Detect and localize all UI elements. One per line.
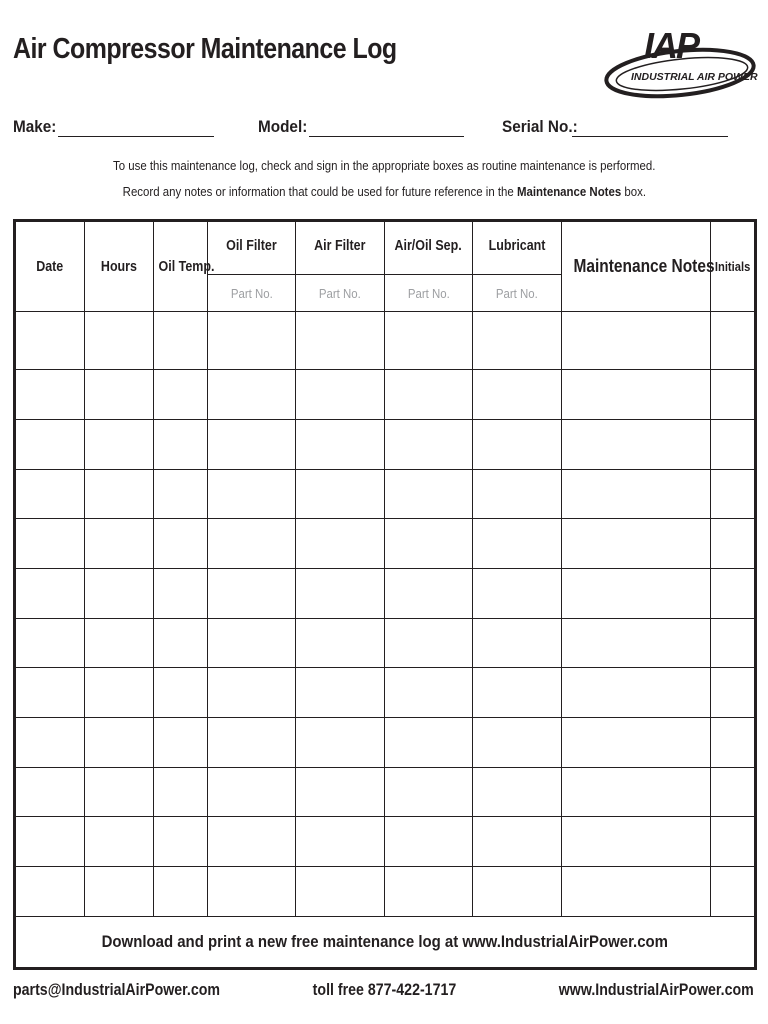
log-cell-date[interactable]	[15, 312, 85, 370]
log-cell-air-filter[interactable]	[296, 817, 385, 867]
log-cell-air-oil-sep[interactable]	[385, 420, 473, 470]
log-cell-air-oil-sep[interactable]	[385, 817, 473, 867]
log-cell-oil-filter[interactable]	[208, 817, 296, 867]
log-row	[15, 718, 756, 768]
serial-label: Serial No.:	[502, 117, 578, 136]
log-cell-hours[interactable]	[85, 312, 154, 370]
log-cell-air-oil-sep[interactable]	[385, 618, 473, 668]
log-cell-oil-filter[interactable]	[208, 668, 296, 718]
footer-website[interactable]: www.IndustrialAirPower.com	[558, 981, 754, 999]
header-lubricant: Lubricant	[473, 221, 562, 275]
log-cell-initials[interactable]	[711, 618, 756, 668]
log-cell-air-oil-sep[interactable]	[385, 718, 473, 768]
log-cell-oil-filter[interactable]	[208, 618, 296, 668]
log-cell-initials[interactable]	[711, 668, 756, 718]
header-date: Date	[15, 221, 85, 312]
log-cell-maintenance-notes[interactable]	[562, 420, 711, 470]
log-row	[15, 668, 756, 718]
log-cell-date[interactable]	[15, 569, 85, 619]
log-cell-lubricant[interactable]	[473, 618, 562, 668]
log-cell-initials[interactable]	[711, 718, 756, 768]
log-cell-maintenance-notes[interactable]	[562, 867, 711, 917]
log-cell-oil-temp[interactable]	[154, 312, 208, 370]
log-entries	[15, 312, 756, 917]
log-cell-hours[interactable]	[85, 817, 154, 867]
log-cell-hours[interactable]	[85, 668, 154, 718]
log-cell-oil-temp[interactable]	[154, 469, 208, 519]
log-row	[15, 312, 756, 370]
log-cell-oil-temp[interactable]	[154, 718, 208, 768]
log-cell-air-oil-sep[interactable]	[385, 668, 473, 718]
log-cell-date[interactable]	[15, 817, 85, 867]
log-cell-oil-temp[interactable]	[154, 370, 208, 420]
footer-email[interactable]: parts@IndustrialAirPower.com	[13, 981, 221, 999]
header-oil-temp: Oil Temp.	[154, 221, 208, 312]
log-row	[15, 817, 756, 867]
lubricant-part-no: Part No.	[473, 275, 562, 312]
log-cell-initials[interactable]	[711, 867, 756, 917]
log-cell-date[interactable]	[15, 420, 85, 470]
log-cell-air-filter[interactable]	[296, 519, 385, 569]
log-cell-air-filter[interactable]	[296, 420, 385, 470]
log-cell-air-filter[interactable]	[296, 569, 385, 619]
logo-abbrev: IAP	[644, 25, 699, 66]
log-cell-lubricant[interactable]	[473, 519, 562, 569]
log-cell-oil-filter[interactable]	[208, 867, 296, 917]
log-cell-initials[interactable]	[711, 569, 756, 619]
make-field	[13, 117, 61, 137]
maintenance-log-table	[13, 219, 757, 970]
header-initials: Initials	[711, 221, 756, 312]
log-cell-oil-temp[interactable]	[154, 817, 208, 867]
log-cell-lubricant[interactable]	[473, 370, 562, 420]
maintenance-notes-emphasis: Maintenance Notes	[516, 184, 621, 199]
air-filter-part-no: Part No.	[296, 275, 385, 312]
log-cell-hours[interactable]	[85, 370, 154, 420]
log-cell-hours[interactable]	[85, 569, 154, 619]
log-cell-hours[interactable]	[85, 519, 154, 569]
log-cell-lubricant[interactable]	[473, 420, 562, 470]
footer-phone: toll free 877-422-1717	[312, 981, 456, 999]
instructions-line-2: Record any notes or information that could be used for future reference in the Maintenance Notes box.	[122, 184, 646, 199]
log-cell-air-filter[interactable]	[296, 767, 385, 817]
log-cell-date[interactable]	[15, 469, 85, 519]
log-cell-air-oil-sep[interactable]	[385, 469, 473, 519]
header-air-oil-sep: Air/Oil Sep.	[385, 221, 473, 275]
header-air-filter: Air Filter	[296, 221, 385, 275]
log-cell-initials[interactable]	[711, 519, 756, 569]
log-cell-oil-filter[interactable]	[208, 469, 296, 519]
log-cell-hours[interactable]	[85, 867, 154, 917]
instructions-line-1: To use this maintenance log, check and sign in the appropriate boxes as routine maintenance is performed.	[112, 158, 656, 173]
log-cell-air-oil-sep[interactable]	[385, 312, 473, 370]
log-cell-oil-temp[interactable]	[154, 767, 208, 817]
log-cell-date[interactable]	[15, 519, 85, 569]
page-title: Air Compressor Maintenance Log	[13, 33, 397, 65]
log-cell-initials[interactable]	[711, 370, 756, 420]
log-cell-lubricant[interactable]	[473, 469, 562, 519]
log-cell-hours[interactable]	[85, 718, 154, 768]
log-cell-oil-filter[interactable]	[208, 420, 296, 470]
log-cell-maintenance-notes[interactable]	[562, 519, 711, 569]
log-cell-maintenance-notes[interactable]	[562, 767, 711, 817]
header-hours: Hours	[85, 221, 154, 312]
log-row	[15, 469, 756, 519]
make-label: Make:	[13, 117, 57, 136]
model-input-line[interactable]	[309, 136, 464, 137]
log-cell-initials[interactable]	[711, 420, 756, 470]
download-notice: Download and print a new free maintenance log at www.IndustrialAirPower.com	[15, 916, 756, 968]
log-cell-lubricant[interactable]	[473, 312, 562, 370]
log-row	[15, 519, 756, 569]
log-cell-maintenance-notes[interactable]	[562, 668, 711, 718]
log-cell-oil-filter[interactable]	[208, 718, 296, 768]
log-cell-lubricant[interactable]	[473, 867, 562, 917]
log-cell-maintenance-notes[interactable]	[562, 817, 711, 867]
log-cell-lubricant[interactable]	[473, 569, 562, 619]
log-cell-oil-temp[interactable]	[154, 519, 208, 569]
log-cell-lubricant[interactable]	[473, 767, 562, 817]
log-cell-maintenance-notes[interactable]	[562, 312, 711, 370]
log-cell-date[interactable]	[15, 370, 85, 420]
log-cell-air-filter[interactable]	[296, 718, 385, 768]
log-cell-lubricant[interactable]	[473, 817, 562, 867]
log-cell-oil-filter[interactable]	[208, 370, 296, 420]
log-cell-air-filter[interactable]	[296, 370, 385, 420]
log-cell-lubricant[interactable]	[473, 718, 562, 768]
iap-logo	[600, 18, 760, 106]
log-cell-date[interactable]	[15, 867, 85, 917]
log-row	[15, 370, 756, 420]
log-cell-oil-filter[interactable]	[208, 767, 296, 817]
log-row	[15, 867, 756, 917]
log-cell-air-oil-sep[interactable]	[385, 569, 473, 619]
serial-input-line[interactable]	[572, 136, 728, 137]
logo-name: INDUSTRIAL AIR POWER	[631, 71, 758, 83]
log-cell-air-oil-sep[interactable]	[385, 370, 473, 420]
header-oil-filter: Oil Filter	[208, 221, 296, 275]
log-cell-lubricant[interactable]	[473, 668, 562, 718]
log-cell-oil-filter[interactable]	[208, 519, 296, 569]
log-cell-initials[interactable]	[711, 469, 756, 519]
log-cell-maintenance-notes[interactable]	[562, 718, 711, 768]
log-cell-air-oil-sep[interactable]	[385, 767, 473, 817]
log-cell-oil-temp[interactable]	[154, 420, 208, 470]
log-cell-maintenance-notes[interactable]	[562, 618, 711, 668]
log-row	[15, 618, 756, 668]
log-cell-date[interactable]	[15, 668, 85, 718]
make-input-line[interactable]	[58, 136, 214, 137]
log-cell-oil-temp[interactable]	[154, 668, 208, 718]
log-cell-initials[interactable]	[711, 817, 756, 867]
header-maintenance-notes: Maintenance Notes	[562, 221, 711, 312]
log-cell-initials[interactable]	[711, 312, 756, 370]
log-cell-maintenance-notes[interactable]	[562, 569, 711, 619]
log-cell-hours[interactable]	[85, 618, 154, 668]
log-row	[15, 569, 756, 619]
log-cell-oil-filter[interactable]	[208, 312, 296, 370]
log-cell-air-oil-sep[interactable]	[385, 867, 473, 917]
log-cell-date[interactable]	[15, 718, 85, 768]
log-cell-oil-temp[interactable]	[154, 618, 208, 668]
log-cell-oil-temp[interactable]	[154, 569, 208, 619]
log-cell-oil-filter[interactable]	[208, 569, 296, 619]
log-cell-air-filter[interactable]	[296, 469, 385, 519]
log-row	[15, 420, 756, 470]
model-field	[258, 117, 313, 137]
log-cell-date[interactable]	[15, 618, 85, 668]
serial-field	[502, 117, 586, 137]
log-cell-oil-temp[interactable]	[154, 867, 208, 917]
air-oil-sep-part-no: Part No.	[385, 275, 473, 312]
log-cell-initials[interactable]	[711, 767, 756, 817]
log-cell-hours[interactable]	[85, 469, 154, 519]
log-cell-date[interactable]	[15, 767, 85, 817]
log-cell-hours[interactable]	[85, 767, 154, 817]
model-label: Model:	[258, 117, 308, 136]
oil-filter-part-no: Part No.	[208, 275, 296, 312]
log-cell-air-oil-sep[interactable]	[385, 519, 473, 569]
log-row	[15, 767, 756, 817]
log-cell-air-filter[interactable]	[296, 867, 385, 917]
log-cell-maintenance-notes[interactable]	[562, 469, 711, 519]
log-cell-air-filter[interactable]	[296, 668, 385, 718]
log-cell-maintenance-notes[interactable]	[562, 370, 711, 420]
log-cell-hours[interactable]	[85, 420, 154, 470]
log-cell-air-filter[interactable]	[296, 312, 385, 370]
log-cell-air-filter[interactable]	[296, 618, 385, 668]
